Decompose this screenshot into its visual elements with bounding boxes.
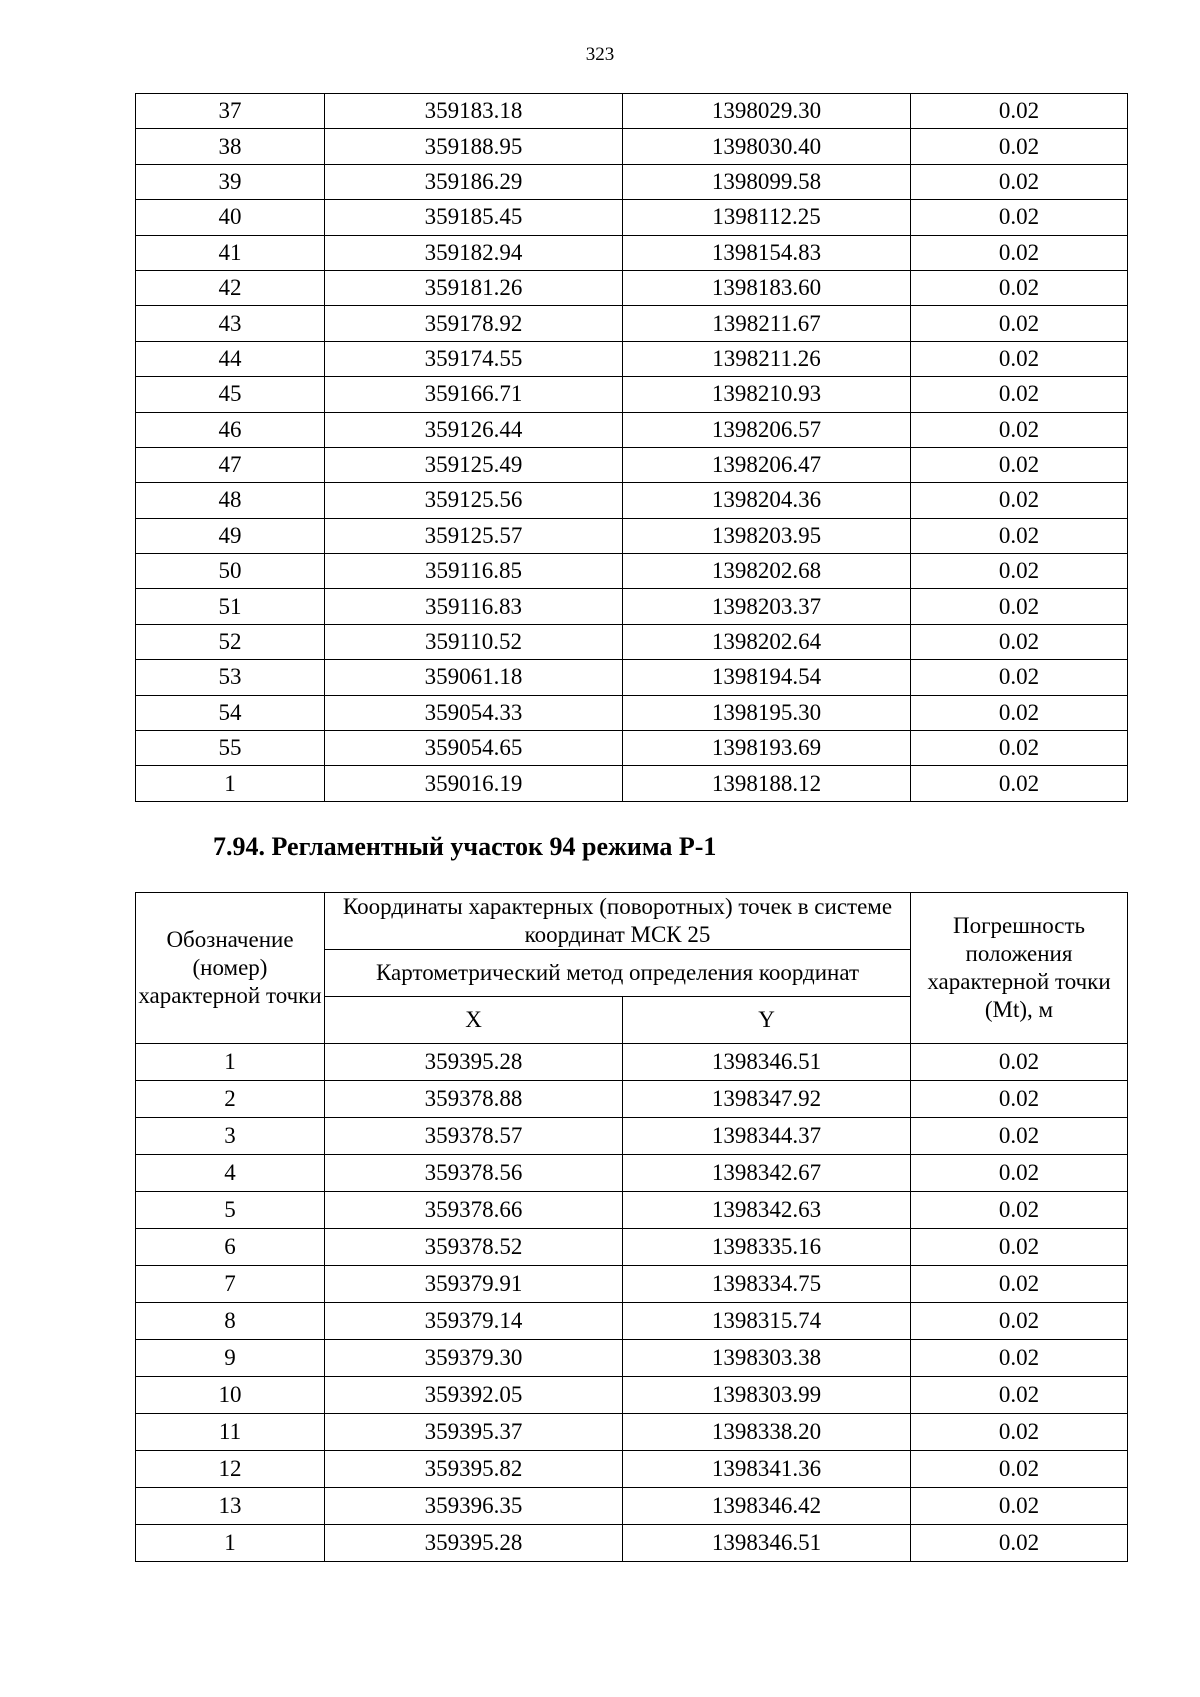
table-row	[136, 731, 1128, 766]
x-coordinate-cell: 359378.66	[325, 1192, 623, 1229]
table-row	[136, 447, 1128, 482]
y-coordinate-cell: 1398154.83	[623, 235, 911, 270]
point-number-cell: 9	[136, 1340, 325, 1377]
error-value-cell: 0.02	[911, 554, 1128, 589]
y-coordinate-cell: 1398334.75	[623, 1266, 911, 1303]
header-col-x: X	[325, 997, 623, 1044]
header-method: Картометрический метод определения координат	[325, 950, 911, 997]
y-coordinate-cell: 1398188.12	[623, 766, 911, 801]
x-coordinate-cell: 359110.52	[325, 624, 623, 659]
y-coordinate-cell: 1398342.63	[623, 1192, 911, 1229]
table-row	[136, 94, 1128, 129]
table-row	[136, 200, 1128, 235]
error-value-cell: 0.02	[911, 1525, 1128, 1562]
coordinates-table-section-94	[135, 892, 1128, 1562]
error-value-cell: 0.02	[911, 1303, 1128, 1340]
y-coordinate-cell: 1398112.25	[623, 200, 911, 235]
error-value-cell: 0.02	[911, 518, 1128, 553]
error-value-cell: 0.02	[911, 1081, 1128, 1118]
point-number-cell: 50	[136, 554, 325, 589]
point-number-cell: 54	[136, 695, 325, 730]
x-coordinate-cell: 359395.28	[325, 1044, 623, 1081]
y-coordinate-cell: 1398211.26	[623, 341, 911, 376]
y-coordinate-cell: 1398203.95	[623, 518, 911, 553]
table-row	[136, 164, 1128, 199]
table-row	[136, 1081, 1128, 1118]
table-row	[136, 1414, 1128, 1451]
x-coordinate-cell: 359379.14	[325, 1303, 623, 1340]
point-number-cell: 42	[136, 270, 325, 305]
y-coordinate-cell: 1398346.42	[623, 1488, 911, 1525]
x-coordinate-cell: 359054.33	[325, 695, 623, 730]
table-row	[136, 766, 1128, 801]
point-number-cell: 40	[136, 200, 325, 235]
point-number-cell: 44	[136, 341, 325, 376]
coordinates-table-continued	[135, 93, 1128, 802]
point-number-cell: 5	[136, 1192, 325, 1229]
point-number-cell: 45	[136, 377, 325, 412]
y-coordinate-cell: 1398346.51	[623, 1044, 911, 1081]
error-value-cell: 0.02	[911, 164, 1128, 199]
error-value-cell: 0.02	[911, 412, 1128, 447]
error-value-cell: 0.02	[911, 200, 1128, 235]
table-row	[136, 306, 1128, 341]
point-number-cell: 47	[136, 447, 325, 482]
x-coordinate-cell: 359392.05	[325, 1377, 623, 1414]
header-position-error: Погрешность положения характерной точки (Mt), м	[911, 893, 1128, 1044]
x-coordinate-cell: 359379.30	[325, 1340, 623, 1377]
error-value-cell: 0.02	[911, 1192, 1128, 1229]
header-coordinates-system: Координаты характерных (поворотных) точек в системе координат МСК 25	[325, 893, 911, 950]
x-coordinate-cell: 359125.57	[325, 518, 623, 553]
y-coordinate-cell: 1398344.37	[623, 1118, 911, 1155]
error-value-cell: 0.02	[911, 1044, 1128, 1081]
y-coordinate-cell: 1398303.99	[623, 1377, 911, 1414]
x-coordinate-cell: 359185.45	[325, 200, 623, 235]
error-value-cell: 0.02	[911, 1340, 1128, 1377]
error-value-cell: 0.02	[911, 270, 1128, 305]
y-coordinate-cell: 1398303.38	[623, 1340, 911, 1377]
table-row	[136, 518, 1128, 553]
table-row	[136, 412, 1128, 447]
table-row	[136, 1155, 1128, 1192]
point-number-cell: 8	[136, 1303, 325, 1340]
table-row	[136, 624, 1128, 659]
table1-body	[136, 94, 1128, 802]
y-coordinate-cell: 1398338.20	[623, 1414, 911, 1451]
point-number-cell: 6	[136, 1229, 325, 1266]
point-number-cell: 49	[136, 518, 325, 553]
y-coordinate-cell: 1398335.16	[623, 1229, 911, 1266]
point-number-cell: 43	[136, 306, 325, 341]
y-coordinate-cell: 1398203.37	[623, 589, 911, 624]
point-number-cell: 38	[136, 129, 325, 164]
error-value-cell: 0.02	[911, 1155, 1128, 1192]
x-coordinate-cell: 359395.37	[325, 1414, 623, 1451]
point-number-cell: 4	[136, 1155, 325, 1192]
table-row	[136, 235, 1128, 270]
x-coordinate-cell: 359182.94	[325, 235, 623, 270]
y-coordinate-cell: 1398210.93	[623, 377, 911, 412]
error-value-cell: 0.02	[911, 235, 1128, 270]
error-value-cell: 0.02	[911, 1118, 1128, 1155]
x-coordinate-cell: 359126.44	[325, 412, 623, 447]
point-number-cell: 13	[136, 1488, 325, 1525]
x-coordinate-cell: 359054.65	[325, 731, 623, 766]
x-coordinate-cell: 359116.83	[325, 589, 623, 624]
point-number-cell: 46	[136, 412, 325, 447]
x-coordinate-cell: 359379.91	[325, 1266, 623, 1303]
y-coordinate-cell: 1398183.60	[623, 270, 911, 305]
error-value-cell: 0.02	[911, 377, 1128, 412]
error-value-cell: 0.02	[911, 695, 1128, 730]
x-coordinate-cell: 359178.92	[325, 306, 623, 341]
point-number-cell: 55	[136, 731, 325, 766]
y-coordinate-cell: 1398202.64	[623, 624, 911, 659]
x-coordinate-cell: 359395.28	[325, 1525, 623, 1562]
x-coordinate-cell: 359395.82	[325, 1451, 623, 1488]
table-row	[136, 589, 1128, 624]
table-row	[136, 1118, 1128, 1155]
y-coordinate-cell: 1398202.68	[623, 554, 911, 589]
point-number-cell: 2	[136, 1081, 325, 1118]
table-row	[136, 1192, 1128, 1229]
x-coordinate-cell: 359378.88	[325, 1081, 623, 1118]
y-coordinate-cell: 1398211.67	[623, 306, 911, 341]
point-number-cell: 1	[136, 1525, 325, 1562]
y-coordinate-cell: 1398193.69	[623, 731, 911, 766]
table-row	[136, 1451, 1128, 1488]
x-coordinate-cell: 359378.52	[325, 1229, 623, 1266]
y-coordinate-cell: 1398342.67	[623, 1155, 911, 1192]
y-coordinate-cell: 1398099.58	[623, 164, 911, 199]
y-coordinate-cell: 1398204.36	[623, 483, 911, 518]
point-number-cell: 48	[136, 483, 325, 518]
error-value-cell: 0.02	[911, 624, 1128, 659]
point-number-cell: 3	[136, 1118, 325, 1155]
point-number-cell: 53	[136, 660, 325, 695]
table-row	[136, 483, 1128, 518]
y-coordinate-cell: 1398195.30	[623, 695, 911, 730]
x-coordinate-cell: 359181.26	[325, 270, 623, 305]
error-value-cell: 0.02	[911, 1414, 1128, 1451]
x-coordinate-cell: 359125.49	[325, 447, 623, 482]
table-row	[136, 1340, 1128, 1377]
header-col-y: Y	[623, 997, 911, 1044]
error-value-cell: 0.02	[911, 1229, 1128, 1266]
point-number-cell: 11	[136, 1414, 325, 1451]
error-value-cell: 0.02	[911, 1488, 1128, 1525]
header-point-designation: Обозначение (номер) характерной точки	[136, 893, 325, 1044]
table-row	[136, 554, 1128, 589]
point-number-cell: 12	[136, 1451, 325, 1488]
x-coordinate-cell: 359174.55	[325, 341, 623, 376]
table-row	[136, 270, 1128, 305]
table-row	[136, 1377, 1128, 1414]
x-coordinate-cell: 359183.18	[325, 94, 623, 129]
error-value-cell: 0.02	[911, 306, 1128, 341]
y-coordinate-cell: 1398346.51	[623, 1525, 911, 1562]
error-value-cell: 0.02	[911, 1451, 1128, 1488]
table-row	[136, 1266, 1128, 1303]
point-number-cell: 7	[136, 1266, 325, 1303]
point-number-cell: 41	[136, 235, 325, 270]
table-row	[136, 1229, 1128, 1266]
table-row	[136, 1488, 1128, 1525]
y-coordinate-cell: 1398341.36	[623, 1451, 911, 1488]
error-value-cell: 0.02	[911, 483, 1128, 518]
error-value-cell: 0.02	[911, 94, 1128, 129]
x-coordinate-cell: 359061.18	[325, 660, 623, 695]
point-number-cell: 37	[136, 94, 325, 129]
y-coordinate-cell: 1398030.40	[623, 129, 911, 164]
y-coordinate-cell: 1398194.54	[623, 660, 911, 695]
y-coordinate-cell: 1398206.47	[623, 447, 911, 482]
table2-header	[136, 893, 1128, 1044]
point-number-cell: 39	[136, 164, 325, 199]
table-row	[136, 341, 1128, 376]
table-row	[136, 660, 1128, 695]
error-value-cell: 0.02	[911, 766, 1128, 801]
x-coordinate-cell: 359016.19	[325, 766, 623, 801]
x-coordinate-cell: 359378.57	[325, 1118, 623, 1155]
error-value-cell: 0.02	[911, 731, 1128, 766]
table2-body	[136, 1044, 1128, 1562]
y-coordinate-cell: 1398315.74	[623, 1303, 911, 1340]
error-value-cell: 0.02	[911, 589, 1128, 624]
y-coordinate-cell: 1398029.30	[623, 94, 911, 129]
error-value-cell: 0.02	[911, 1266, 1128, 1303]
table-row	[136, 129, 1128, 164]
point-number-cell: 52	[136, 624, 325, 659]
y-coordinate-cell: 1398347.92	[623, 1081, 911, 1118]
point-number-cell: 1	[136, 1044, 325, 1081]
error-value-cell: 0.02	[911, 1377, 1128, 1414]
table-row	[136, 1044, 1128, 1081]
error-value-cell: 0.02	[911, 129, 1128, 164]
y-coordinate-cell: 1398206.57	[623, 412, 911, 447]
table-row	[136, 1525, 1128, 1562]
x-coordinate-cell: 359188.95	[325, 129, 623, 164]
page-number: 323	[585, 44, 615, 65]
x-coordinate-cell: 359125.56	[325, 483, 623, 518]
x-coordinate-cell: 359378.56	[325, 1155, 623, 1192]
x-coordinate-cell: 359116.85	[325, 554, 623, 589]
point-number-cell: 1	[136, 766, 325, 801]
x-coordinate-cell: 359186.29	[325, 164, 623, 199]
table-row	[136, 377, 1128, 412]
error-value-cell: 0.02	[911, 341, 1128, 376]
x-coordinate-cell: 359396.35	[325, 1488, 623, 1525]
table-row	[136, 1303, 1128, 1340]
point-number-cell: 51	[136, 589, 325, 624]
error-value-cell: 0.02	[911, 660, 1128, 695]
error-value-cell: 0.02	[911, 447, 1128, 482]
table-row	[136, 695, 1128, 730]
point-number-cell: 10	[136, 1377, 325, 1414]
section-heading: 7.94. Регламентный участок 94 режима Р-1	[213, 832, 717, 861]
x-coordinate-cell: 359166.71	[325, 377, 623, 412]
